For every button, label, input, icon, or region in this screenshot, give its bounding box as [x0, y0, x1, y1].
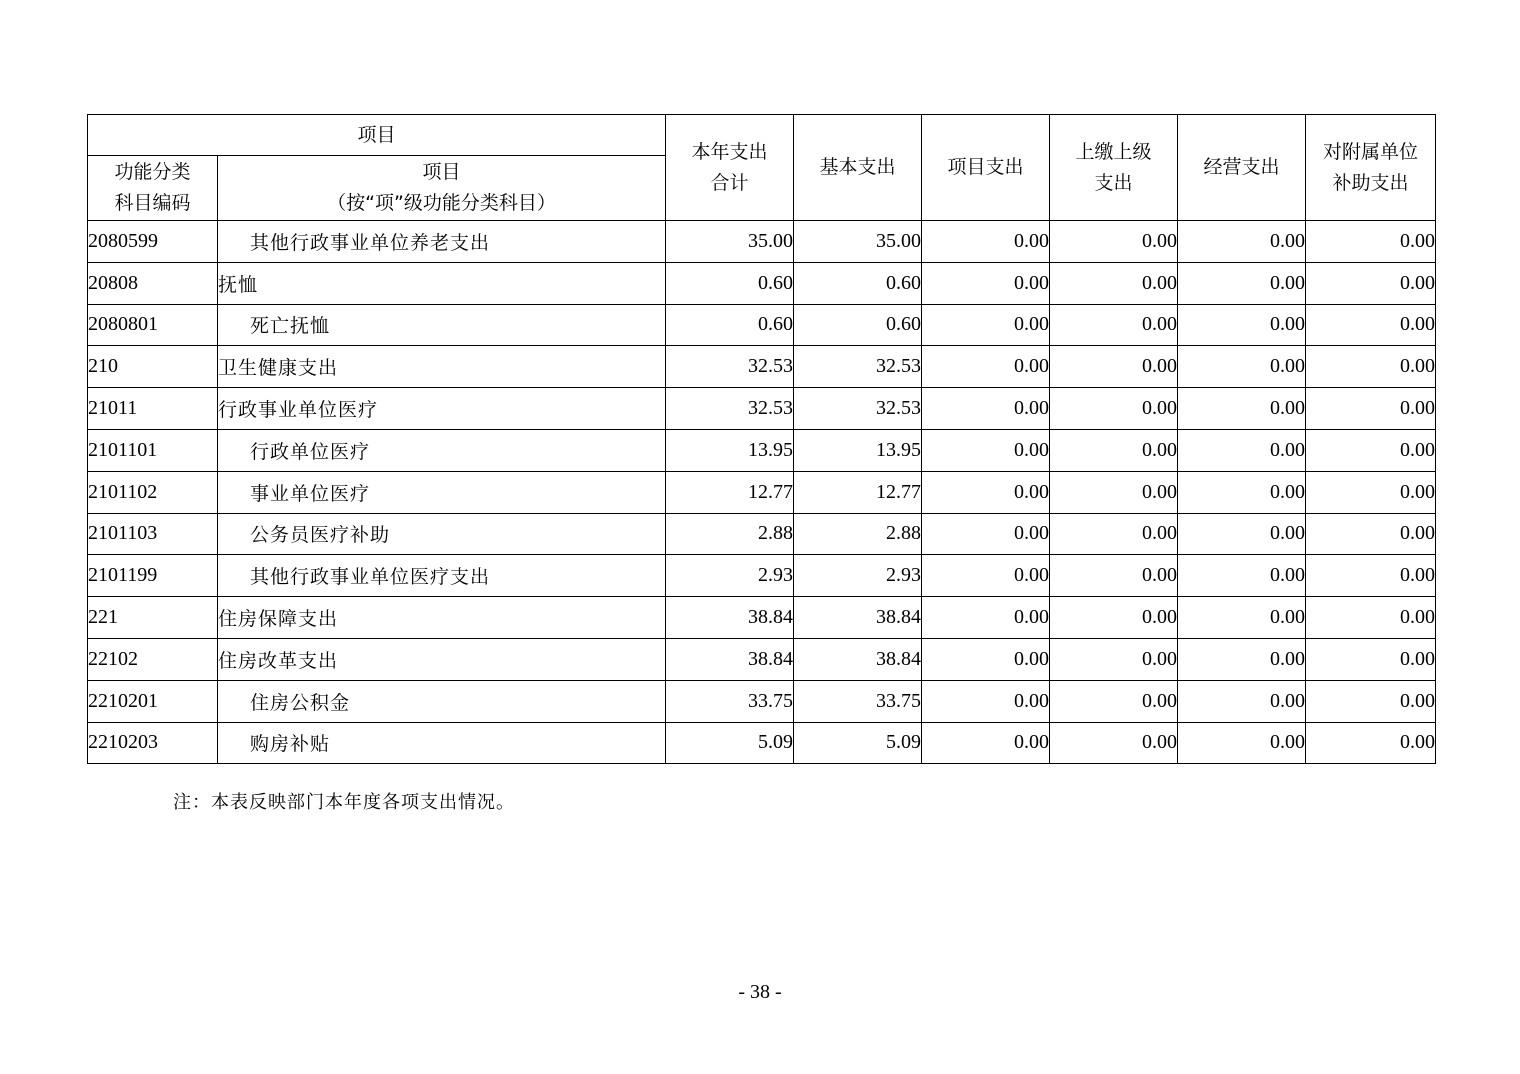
header-project: 项目支出 [922, 115, 1050, 221]
table-row [88, 262, 1436, 304]
table-row [88, 429, 1436, 471]
row-basic: 13.95 [794, 429, 922, 471]
row-total: 0.60 [666, 262, 794, 304]
row-name: 事业单位医疗 [218, 471, 666, 513]
row-name: 住房公积金 [218, 680, 666, 722]
row-project: 0.00 [922, 513, 1050, 555]
row-total: 2.88 [666, 513, 794, 555]
row-code: 2210201 [88, 680, 218, 722]
header-name-line2: （按“项”级功能分类科目） [327, 192, 556, 214]
row-basic: 0.60 [794, 304, 922, 346]
table-row [88, 471, 1436, 513]
row-name: 住房保障支出 [218, 597, 666, 639]
row-upper: 0.00 [1050, 429, 1178, 471]
header-name-line1: 项目 [422, 161, 461, 183]
row-total: 2.93 [666, 555, 794, 597]
page-number: - 38 - [738, 981, 782, 1003]
row-total: 0.60 [666, 304, 794, 346]
row-project: 0.00 [922, 346, 1050, 388]
row-subsidy: 0.00 [1306, 388, 1436, 430]
table-note: 注：本表反映部门本年度各项支出情况。 [173, 792, 515, 813]
row-code: 2080801 [88, 304, 218, 346]
row-code: 2101101 [88, 429, 218, 471]
row-business: 0.00 [1178, 221, 1306, 263]
row-name: 住房改革支出 [218, 638, 666, 680]
table-row [88, 346, 1436, 388]
row-upper: 0.00 [1050, 513, 1178, 555]
row-upper: 0.00 [1050, 722, 1178, 764]
row-code: 221 [88, 597, 218, 639]
header-basic: 基本支出 [794, 115, 922, 221]
row-code: 2101103 [88, 513, 218, 555]
row-project: 0.00 [922, 555, 1050, 597]
table-row [88, 555, 1436, 597]
row-subsidy: 0.00 [1306, 429, 1436, 471]
row-project: 0.00 [922, 304, 1050, 346]
row-basic: 5.09 [794, 722, 922, 764]
row-upper: 0.00 [1050, 221, 1178, 263]
row-name: 抚恤 [218, 262, 666, 304]
row-project: 0.00 [922, 429, 1050, 471]
row-name: 公务员医疗补助 [218, 513, 666, 555]
row-total: 32.53 [666, 346, 794, 388]
row-upper: 0.00 [1050, 555, 1178, 597]
row-subsidy: 0.00 [1306, 513, 1436, 555]
row-upper: 0.00 [1050, 346, 1178, 388]
row-upper: 0.00 [1050, 471, 1178, 513]
row-business: 0.00 [1178, 680, 1306, 722]
row-basic: 12.77 [794, 471, 922, 513]
table-row [88, 680, 1436, 722]
row-business: 0.00 [1178, 513, 1306, 555]
row-subsidy: 0.00 [1306, 680, 1436, 722]
row-total: 38.84 [666, 638, 794, 680]
header-total-line2: 合计 [710, 171, 749, 194]
header-subsidy [1306, 115, 1436, 221]
header-project-group: 项目 [88, 115, 666, 156]
row-total: 32.53 [666, 388, 794, 430]
header-upper-line2: 支出 [1094, 171, 1133, 194]
row-name: 其他行政事业单位养老支出 [218, 221, 666, 263]
header-upper-line1: 上缴上级 [1075, 140, 1152, 163]
row-business: 0.00 [1178, 304, 1306, 346]
row-upper: 0.00 [1050, 597, 1178, 639]
row-upper: 0.00 [1050, 638, 1178, 680]
row-code: 2101102 [88, 471, 218, 513]
row-name: 行政单位医疗 [218, 429, 666, 471]
row-total: 38.84 [666, 597, 794, 639]
row-upper: 0.00 [1050, 304, 1178, 346]
row-code: 2101199 [88, 555, 218, 597]
table-row [88, 597, 1436, 639]
row-subsidy: 0.00 [1306, 638, 1436, 680]
row-project: 0.00 [922, 597, 1050, 639]
row-business: 0.00 [1178, 388, 1306, 430]
expenditure-table [87, 114, 1436, 764]
row-basic: 32.53 [794, 388, 922, 430]
header-name [218, 156, 666, 221]
row-upper: 0.00 [1050, 680, 1178, 722]
row-code: 2080599 [88, 221, 218, 263]
row-project: 0.00 [922, 471, 1050, 513]
row-business: 0.00 [1178, 597, 1306, 639]
table-row [88, 221, 1436, 263]
row-basic: 2.93 [794, 555, 922, 597]
row-project: 0.00 [922, 680, 1050, 722]
row-total: 5.09 [666, 722, 794, 764]
row-name: 死亡抚恤 [218, 304, 666, 346]
header-subsidy-line2: 补助支出 [1332, 171, 1409, 194]
header-code [88, 156, 218, 221]
row-name: 卫生健康支出 [218, 346, 666, 388]
header-code-line1: 功能分类 [114, 161, 191, 183]
row-basic: 33.75 [794, 680, 922, 722]
row-basic: 35.00 [794, 221, 922, 263]
row-business: 0.00 [1178, 638, 1306, 680]
row-business: 0.00 [1178, 262, 1306, 304]
table-row [88, 722, 1436, 764]
row-code: 20808 [88, 262, 218, 304]
table-body [88, 221, 1436, 764]
row-upper: 0.00 [1050, 388, 1178, 430]
row-name: 购房补贴 [218, 722, 666, 764]
table-row [88, 513, 1436, 555]
row-business: 0.00 [1178, 555, 1306, 597]
row-name: 其他行政事业单位医疗支出 [218, 555, 666, 597]
header-subsidy-line1: 对附属单位 [1323, 140, 1419, 163]
row-total: 35.00 [666, 221, 794, 263]
row-total: 33.75 [666, 680, 794, 722]
row-project: 0.00 [922, 262, 1050, 304]
row-subsidy: 0.00 [1306, 597, 1436, 639]
table-row [88, 388, 1436, 430]
row-subsidy: 0.00 [1306, 555, 1436, 597]
row-project: 0.00 [922, 638, 1050, 680]
row-project: 0.00 [922, 388, 1050, 430]
row-basic: 2.88 [794, 513, 922, 555]
row-business: 0.00 [1178, 346, 1306, 388]
row-code: 210 [88, 346, 218, 388]
row-subsidy: 0.00 [1306, 346, 1436, 388]
row-project: 0.00 [922, 722, 1050, 764]
header-business: 经营支出 [1178, 115, 1306, 221]
row-name: 行政事业单位医疗 [218, 388, 666, 430]
row-basic: 38.84 [794, 597, 922, 639]
row-project: 0.00 [922, 221, 1050, 263]
row-basic: 0.60 [794, 262, 922, 304]
row-basic: 32.53 [794, 346, 922, 388]
row-total: 12.77 [666, 471, 794, 513]
row-basic: 38.84 [794, 638, 922, 680]
row-total: 13.95 [666, 429, 794, 471]
header-total [666, 115, 794, 221]
row-upper: 0.00 [1050, 262, 1178, 304]
table-row [88, 304, 1436, 346]
header-upper [1050, 115, 1178, 221]
row-subsidy: 0.00 [1306, 262, 1436, 304]
header-total-line1: 本年支出 [691, 140, 768, 163]
header-code-line2: 科目编码 [114, 192, 191, 214]
row-code: 22102 [88, 638, 218, 680]
row-subsidy: 0.00 [1306, 304, 1436, 346]
row-code: 21011 [88, 388, 218, 430]
row-business: 0.00 [1178, 471, 1306, 513]
row-subsidy: 0.00 [1306, 722, 1436, 764]
row-code: 2210203 [88, 722, 218, 764]
row-business: 0.00 [1178, 722, 1306, 764]
table-row [88, 638, 1436, 680]
row-subsidy: 0.00 [1306, 221, 1436, 263]
row-subsidy: 0.00 [1306, 471, 1436, 513]
row-business: 0.00 [1178, 429, 1306, 471]
